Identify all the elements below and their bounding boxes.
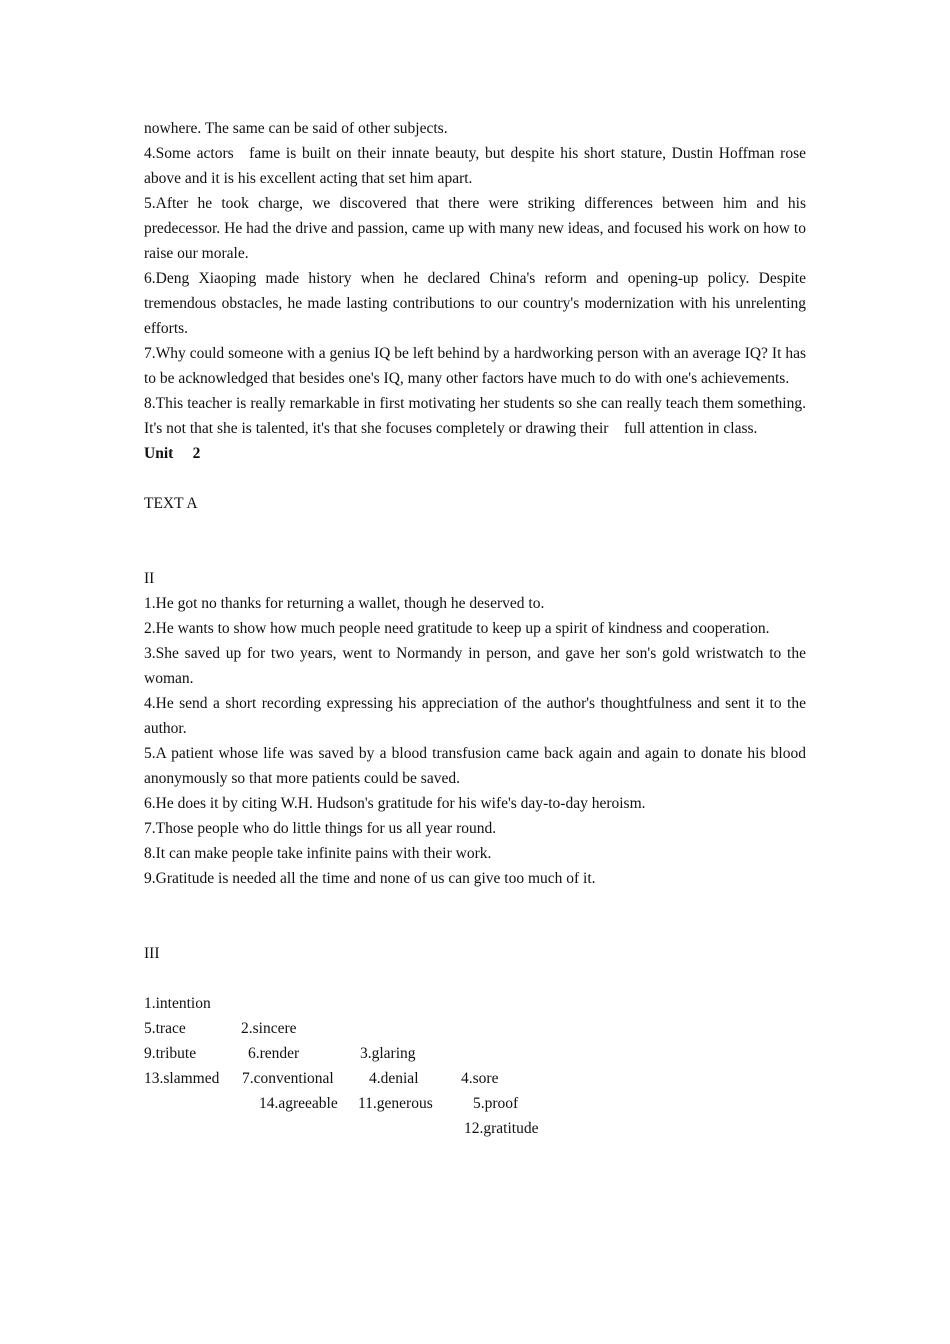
continuation-line: nowhere. The same can be said of other subjects.	[144, 120, 448, 137]
spacer	[144, 891, 806, 916]
word-answer: 12.gratitude	[464, 1120, 539, 1137]
answer-item: 8.This teacher is really remarkable in first motivating her students so she can really teach them something. It's not that she is talented, it's that she focuses completely or drawing their full attention in class.	[144, 395, 806, 437]
word-answer: 13.slammed	[144, 1070, 220, 1087]
word-answer: 5.trace	[144, 1020, 186, 1037]
unit-heading: Unit 2	[144, 445, 201, 462]
word-answer: 11.generous	[358, 1095, 433, 1112]
word-answer: 4.sore	[461, 1070, 499, 1087]
word-answer: 4.denial	[369, 1070, 419, 1087]
answer-item: 8.It can make people take infinite pains with their work.	[144, 845, 492, 862]
spacer	[144, 516, 806, 541]
word-answer: 2.sincere	[241, 1020, 297, 1037]
word-answer: 14.agreeable	[259, 1095, 338, 1112]
answer-item: 4.Some actors fame is built on their innate beauty, but despite his short stature, Dustin Hoffman rose above and it is his excellent acting that set him apart.	[144, 145, 806, 187]
word-answer: 5.proof	[473, 1095, 519, 1112]
spacer	[144, 466, 806, 491]
answer-item: 3.She saved up for two years, went to Normandy in person, and gave her son's gold wristwatch to the woman.	[144, 645, 806, 687]
answer-item: 9.Gratitude is needed all the time and none of us can give too much of it.	[144, 870, 596, 887]
word-answer: 3.glaring	[360, 1045, 416, 1062]
word-answer: 9.tribute	[144, 1045, 197, 1062]
answer-item: 4.He send a short recording expressing his appreciation of the author's thoughtfulness and sent it to the author.	[144, 695, 806, 737]
document-page	[144, 116, 806, 1137]
text-heading: TEXT A	[144, 495, 198, 512]
section-ii-label: II	[144, 570, 155, 587]
section-iii-label: III	[144, 945, 160, 962]
answer-item: 7.Those people who do little things for us all year round.	[144, 820, 497, 837]
answer-item: 1.He got no thanks for returning a wallet, though he deserved to.	[144, 595, 545, 612]
answer-item: 6.Deng Xiaoping made history when he declared China's reform and opening-up policy. Despite tremendous obstacles, he made lasting contributions to our country's modernization with his unrelenting efforts.	[144, 270, 806, 337]
word-answer: 1.intention	[144, 995, 211, 1012]
spacer	[144, 916, 806, 941]
answer-item: 5.A patient whose life was saved by a blood transfusion came back again and again to donate his blood anonymously so that more patients could be saved.	[144, 745, 806, 787]
answer-item: 5.After he took charge, we discovered that there were striking differences between him and his predecessor. He had the drive and passion, came up with many new ideas, and focused his work on how to raise our morale.	[144, 195, 806, 262]
spacer	[144, 541, 806, 566]
answer-item: 7.Why could someone with a genius IQ be left behind by a hardworking person with an average IQ? It has to be acknowledged that besides one's IQ, many other factors have much to do with one's achievements.	[144, 345, 806, 387]
answer-item: 6.He does it by citing W.H. Hudson's gratitude for his wife's day-to-day heroism.	[144, 795, 646, 812]
word-answer: 7.conventional	[242, 1070, 334, 1087]
answer-item: 2.He wants to show how much people need gratitude to keep up a spirit of kindness and cooperation.	[144, 620, 770, 637]
word-answer: 6.render	[248, 1045, 300, 1062]
